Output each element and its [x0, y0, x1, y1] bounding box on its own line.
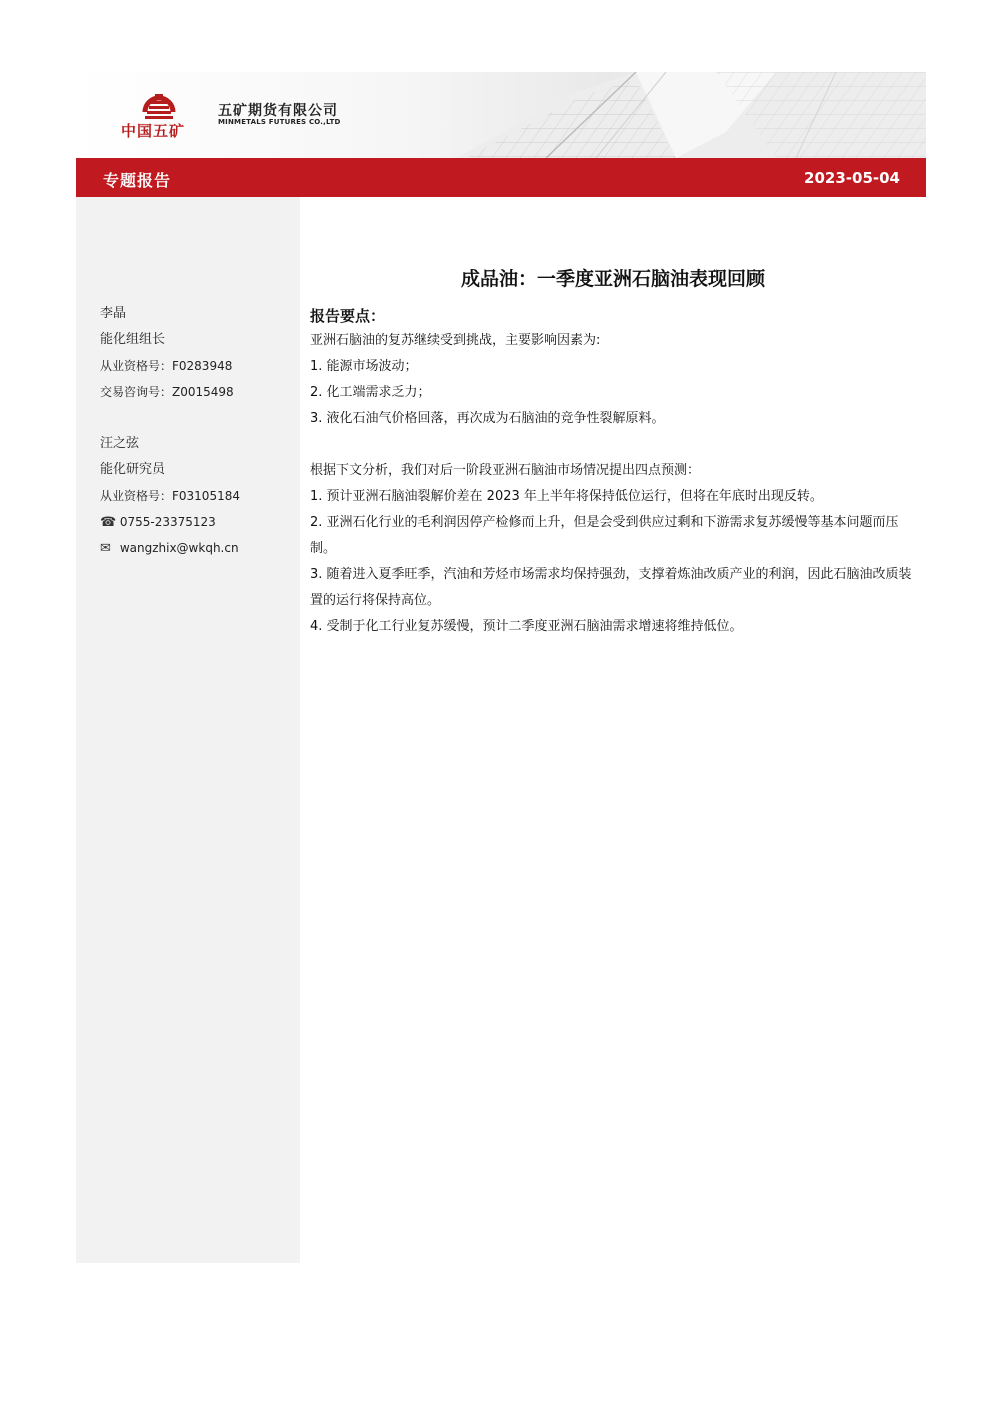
report-type-label: 专题报告: [103, 171, 172, 190]
report-type-bar: [76, 158, 926, 197]
forecast-intro: 根据下文分析，我们对后一阶段亚洲石脑油市场情况提出四点预测：: [310, 463, 701, 478]
intro-paragraph: 亚洲石脑油的复苏继续受到挑战，主要影响因素为:: [310, 333, 601, 348]
report-date: 2023-05-04: [804, 169, 900, 187]
logo-text: 中国五矿: [121, 122, 186, 140]
header-banner: [76, 72, 926, 158]
company-name-cn: 五矿期货有限公司: [218, 103, 338, 119]
analyst-name: 汪之弦: [100, 436, 140, 451]
section-title: 报告要点：: [310, 307, 386, 325]
phone-icon: ☎: [100, 515, 117, 530]
analyst-license: 从业资格号：F0283948: [100, 359, 233, 373]
building-background-image: [76, 72, 926, 158]
forecast-item: 1. 预计亚洲石脑油裂解价差在 2023 年上半年将保持低位运行，但将在年底时出现反转。: [310, 489, 823, 504]
analyst-phone-row: [100, 513, 216, 532]
analyst-name: 李晶: [100, 306, 127, 321]
factor-item: 3. 液化石油气价格回落，再次成为石脑油的竞争性裂解原料。: [310, 411, 665, 426]
analyst-sidebar: [76, 197, 300, 1263]
factor-item: 2. 化工端需求乏力；: [310, 385, 431, 400]
analyst-email[interactable]: wangzhix@wkqh.cn: [119, 541, 239, 555]
mail-icon: ✉: [100, 541, 111, 556]
analyst-role: 能化组组长: [100, 332, 166, 347]
analyst-email-row: [100, 539, 239, 558]
company-name-en: MINMETALS FUTURES CO.,LTD: [218, 118, 341, 126]
analyst-phone: 0755-23375123: [119, 515, 216, 529]
forecast-item: 3. 随着进入夏季旺季，汽油和芳烃市场需求均保持强劲，支撑着炼油改质产业的利润，因此石脑油改质装置的运行将保持高位。: [310, 567, 912, 608]
analyst-license: 从业资格号：F03105184: [100, 489, 240, 503]
forecast-item: 2. 亚洲石化行业的毛利润因停产检修而上升，但是会受到供应过剩和下游需求复苏缓慢等基本问题而压制。: [310, 515, 899, 556]
analyst-role: 能化研究员: [100, 462, 166, 477]
analyst-advisory-number: 交易咨询号：Z0015498: [100, 385, 234, 399]
factor-item: 1. 能源市场波动；: [310, 359, 418, 374]
forecast-item: 4. 受制于化工行业复苏缓慢，预计二季度亚洲石脑油需求增速将维持低位。: [310, 619, 743, 634]
minmetals-logo-icon: [137, 86, 181, 122]
report-title: 成品油：一季度亚洲石脑油表现回顾: [460, 268, 765, 290]
